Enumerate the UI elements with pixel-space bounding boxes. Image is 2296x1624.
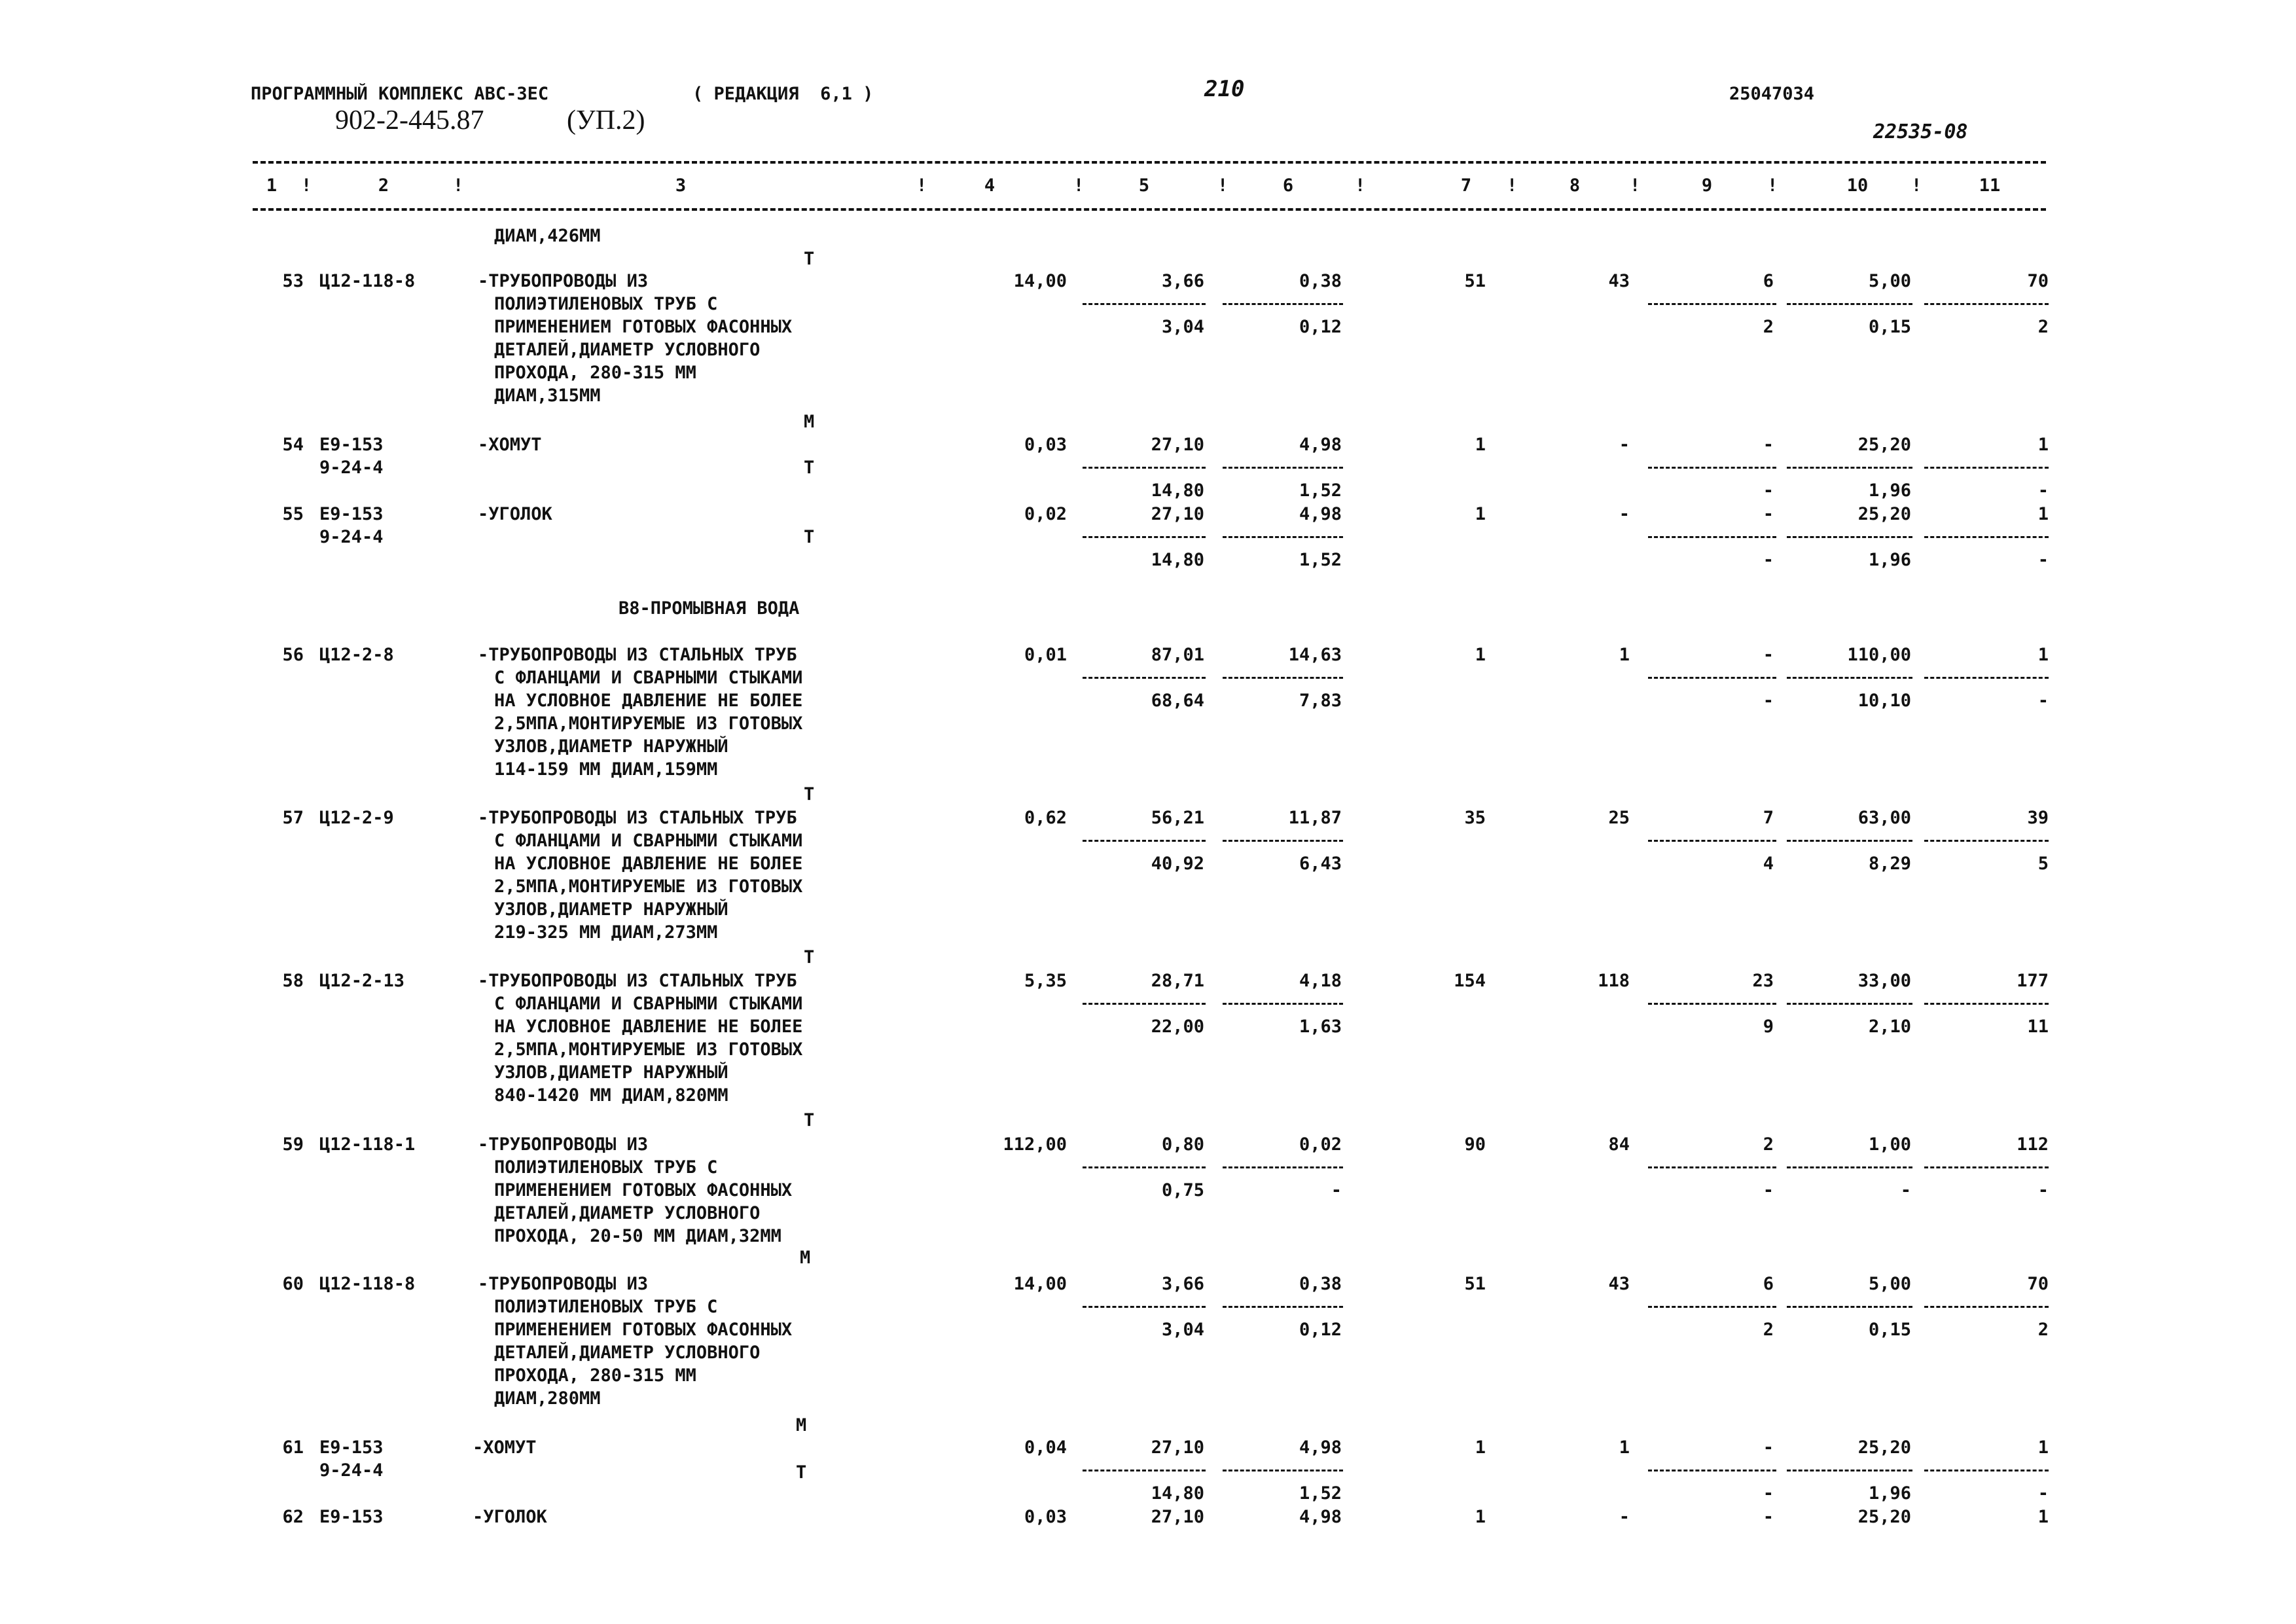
description-line: 840-1420 ММ ДИАМ,820ММ	[494, 1085, 728, 1106]
cell-value: 2	[1763, 1320, 1774, 1340]
cell-value: 177	[2017, 971, 2049, 991]
fraction-line	[1083, 536, 1206, 538]
fraction-line	[1787, 303, 1912, 305]
fraction-line	[1223, 1470, 1343, 1471]
cell-value: 14,80	[1151, 480, 1204, 501]
cell-value: 118	[1598, 971, 1630, 991]
cell-value: -	[1763, 645, 1774, 665]
cell-value: 22,00	[1151, 1017, 1204, 1037]
fraction-line	[1648, 303, 1776, 305]
unit-label: Т	[804, 458, 815, 478]
rate-code: Ц12-118-8	[319, 1274, 416, 1294]
cell-value: 5,00	[1868, 1274, 1911, 1294]
fraction-line	[1924, 1003, 2049, 1005]
cell-value: 1	[1619, 645, 1630, 665]
cell-value: 0,04	[1024, 1437, 1067, 1458]
cell-value: 27,10	[1151, 1507, 1204, 1527]
unit-label: М	[800, 1248, 811, 1268]
col-number: 7	[1460, 175, 1472, 196]
col-number: 9	[1701, 175, 1713, 196]
cell-value: 7	[1763, 808, 1774, 828]
cell-value: -	[2037, 1180, 2049, 1200]
rate-code: 9-24-4	[319, 527, 384, 547]
cell-value: 3,66	[1161, 1274, 1204, 1294]
cell-value: -	[1619, 435, 1630, 455]
cell-value: 112	[2017, 1134, 2049, 1155]
unit-label: М	[796, 1415, 807, 1435]
cell-value: 4,98	[1299, 435, 1342, 455]
cell-value: 6	[1763, 271, 1774, 291]
row-number: 53	[282, 271, 304, 291]
description-line: 114-159 ММ ДИАМ,159ММ	[494, 759, 718, 780]
cell-value: 11	[2027, 1017, 2049, 1037]
fraction-line	[1924, 840, 2049, 842]
cell-value: 1,52	[1299, 1483, 1342, 1504]
description-line: С ФЛАНЦАМИ И СВАРНЫМИ СТЫКАМИ	[494, 831, 803, 851]
rate-code: Е9-153	[319, 1507, 384, 1527]
cell-value: 14,00	[1013, 271, 1067, 291]
row-number: 56	[282, 645, 304, 665]
cell-value: 5,35	[1024, 971, 1067, 991]
cell-value: 0,01	[1024, 645, 1067, 665]
fraction-line	[1083, 467, 1206, 469]
unit-label: Т	[804, 249, 815, 269]
unit-label: Т	[804, 947, 815, 967]
cell-value: 25,20	[1857, 435, 1911, 455]
fraction-line	[1924, 1470, 2049, 1471]
cell-value: 11,87	[1288, 808, 1342, 828]
cell-value: 110,00	[1847, 645, 1911, 665]
cell-value: -	[1763, 504, 1774, 524]
fraction-line	[1083, 677, 1206, 679]
cell-value: 27,10	[1151, 1437, 1204, 1458]
col-separator: !	[1073, 175, 1085, 196]
col-number: 10	[1846, 175, 1869, 196]
description-line: НА УСЛОВНОЕ ДАВЛЕНИЕ НЕ БОЛЕЕ	[494, 691, 803, 711]
cell-value: -	[1763, 550, 1774, 570]
col-number: 11	[1979, 175, 2001, 196]
cell-value: -	[1763, 1180, 1774, 1200]
col-number: 8	[1569, 175, 1581, 196]
cell-value: 4,98	[1299, 1507, 1342, 1527]
cell-value: 43	[1608, 271, 1630, 291]
section-heading: В8-ПРОМЫВНАЯ ВОДА	[619, 598, 800, 619]
fraction-line	[1924, 677, 2049, 679]
page-number: 210	[1204, 76, 1245, 102]
fraction-line	[1787, 677, 1912, 679]
rate-code: Е9-153	[319, 1437, 384, 1458]
rate-code: Ц12-118-8	[319, 271, 416, 291]
cell-value: 5,00	[1868, 271, 1911, 291]
col-separator: !	[1355, 175, 1366, 196]
cell-value: 27,10	[1151, 504, 1204, 524]
cell-value: 0,15	[1868, 317, 1911, 337]
cell-value: -	[1763, 691, 1774, 711]
unit-label: Т	[796, 1462, 807, 1483]
description-line: -ТРУБОПРОВОДЫ ИЗ СТАЛЬНЫХ ТРУБ	[478, 645, 797, 665]
description-line: ПОЛИЭТИЛЕНОВЫХ ТРУБ С	[494, 294, 718, 314]
row-number: 62	[282, 1507, 304, 1527]
fraction-line	[1223, 467, 1343, 469]
cell-value: 1,96	[1868, 1483, 1911, 1504]
cell-value: 0,02	[1299, 1134, 1342, 1155]
fraction-line	[1648, 1470, 1776, 1471]
cell-value: 14,00	[1013, 1274, 1067, 1294]
cell-value: 7,83	[1299, 691, 1342, 711]
cell-value: 3,04	[1161, 1320, 1204, 1340]
cell-value: 35	[1464, 808, 1486, 828]
cell-value: 1	[1475, 1437, 1486, 1458]
cell-value: 0,03	[1024, 1507, 1067, 1527]
header-top-rule	[253, 161, 2046, 164]
cell-value: 27,10	[1151, 435, 1204, 455]
cell-value: -	[2037, 480, 2049, 501]
fraction-line	[1223, 536, 1343, 538]
cell-value: 1	[2037, 645, 2049, 665]
cell-value: 5	[2037, 854, 2049, 874]
description-line: -ТРУБОПРОВОДЫ ИЗ СТАЛЬНЫХ ТРУБ	[478, 971, 797, 991]
col-number: 4	[984, 175, 996, 196]
description-line: ПРИМЕНЕНИЕМ ГОТОВЫХ ФАСОННЫХ	[494, 317, 793, 337]
col-number: 2	[378, 175, 389, 196]
description-line: 219-325 ММ ДИАМ,273ММ	[494, 922, 718, 943]
fraction-line	[1083, 1470, 1206, 1471]
cell-value: 3,04	[1161, 317, 1204, 337]
cell-value: 0,15	[1868, 1320, 1911, 1340]
rate-code: Е9-153	[319, 504, 384, 524]
cell-value: 1,52	[1299, 550, 1342, 570]
description-line: ПРОХОДА, 280-315 ММ	[494, 363, 696, 383]
description-line: -ТРУБОПРОВОДЫ ИЗ	[478, 1274, 649, 1294]
cell-value: 1	[1619, 1437, 1630, 1458]
cell-value: 1	[1475, 504, 1486, 524]
cell-value: 0,38	[1299, 1274, 1342, 1294]
cell-value: 56,21	[1151, 808, 1204, 828]
fraction-line	[1648, 1306, 1776, 1308]
row-number: 61	[282, 1437, 304, 1458]
cell-value: 4,18	[1299, 971, 1342, 991]
description-line: С ФЛАНЦАМИ И СВАРНЫМИ СТЫКАМИ	[494, 668, 803, 688]
cell-value: 25,20	[1857, 1437, 1911, 1458]
description-line: -ХОМУТ	[478, 435, 542, 455]
cell-value: 6	[1763, 1274, 1774, 1294]
unit-label: Т	[804, 1110, 815, 1130]
row-number: 60	[282, 1274, 304, 1294]
rate-code: Ц12-2-8	[319, 645, 394, 665]
fraction-line	[1787, 840, 1912, 842]
fraction-line	[1648, 467, 1776, 469]
cell-value: 4,98	[1299, 504, 1342, 524]
fraction-line	[1223, 1306, 1343, 1308]
description-line: ДЕТАЛЕЙ,ДИАМЕТР УСЛОВНОГО	[494, 1203, 761, 1223]
cell-value: 90	[1464, 1134, 1486, 1155]
cell-value: -	[2037, 691, 2049, 711]
description-line: ПРИМЕНЕНИЕМ ГОТОВЫХ ФАСОННЫХ	[494, 1320, 793, 1340]
rate-code: Ц12-118-1	[319, 1134, 416, 1155]
fraction-line	[1648, 1166, 1776, 1168]
cell-value: 70	[2027, 271, 2049, 291]
row-number: 54	[282, 435, 304, 455]
cell-value: 39	[2027, 808, 2049, 828]
rate-code: Ц12-2-9	[319, 808, 394, 828]
description-line: -ХОМУТ	[473, 1437, 537, 1458]
cell-value: 1,52	[1299, 480, 1342, 501]
description-line: 2,5МПА,МОНТИРУЕМЫЕ ИЗ ГОТОВЫХ	[494, 713, 803, 734]
fraction-line	[1787, 1306, 1912, 1308]
fraction-line	[1648, 1003, 1776, 1005]
cell-value: 6,43	[1299, 854, 1342, 874]
unit-label: М	[804, 412, 815, 432]
cell-value: 23	[1752, 971, 1774, 991]
cell-value: 1,96	[1868, 480, 1911, 501]
fraction-line	[1787, 467, 1912, 469]
fraction-line	[1924, 303, 2049, 305]
cell-value: 1	[1475, 645, 1486, 665]
row-number: 58	[282, 971, 304, 991]
cell-value: 14,80	[1151, 550, 1204, 570]
col-separator: !	[1630, 175, 1641, 196]
cell-value: 1	[2037, 504, 2049, 524]
cell-value: 9	[1763, 1017, 1774, 1037]
cell-value: 25	[1608, 808, 1630, 828]
cell-value: 51	[1464, 271, 1486, 291]
program-title: ПРОГРАММНЫЙ КОМПЛЕКС АВС-ЗЕС	[251, 84, 549, 104]
fraction-line	[1083, 303, 1206, 305]
cell-value: 43	[1608, 1274, 1630, 1294]
header-bottom-rule	[253, 208, 2046, 211]
col-separator: !	[1217, 175, 1229, 196]
cell-value: 33,00	[1857, 971, 1911, 991]
description-line: ПОЛИЭТИЛЕНОВЫХ ТРУБ С	[494, 1297, 718, 1317]
description-line: ДЕТАЛЕЙ,ДИАМЕТР УСЛОВНОГО	[494, 340, 761, 360]
col-number: 6	[1282, 175, 1294, 196]
col-separator: !	[1911, 175, 1922, 196]
cell-value: 154	[1454, 971, 1486, 991]
cell-value: 68,64	[1151, 691, 1204, 711]
cell-value: 28,71	[1151, 971, 1204, 991]
fraction-line	[1223, 1003, 1343, 1005]
cell-value: 2,10	[1868, 1017, 1911, 1037]
row-number: 55	[282, 504, 304, 524]
cell-value: -	[1763, 1437, 1774, 1458]
cell-value: 1,00	[1868, 1134, 1911, 1155]
fraction-line	[1787, 1003, 1912, 1005]
col-separator: !	[916, 175, 927, 196]
description-line: УЗЛОВ,ДИАМЕТР НАРУЖНЫЙ	[494, 899, 728, 920]
cell-value: 1	[2037, 1507, 2049, 1527]
cell-value: 1	[1475, 1507, 1486, 1527]
description-line: НА УСЛОВНОЕ ДАВЛЕНИЕ НЕ БОЛЕЕ	[494, 1017, 803, 1037]
doc-section: (УП.2)	[567, 105, 645, 135]
cell-value: 112,00	[1003, 1134, 1067, 1155]
fraction-line	[1083, 1003, 1206, 1005]
description-line: ПРОХОДА, 280-315 ММ	[494, 1365, 696, 1386]
cell-value: 0,62	[1024, 808, 1067, 828]
description-line: ПОЛИЭТИЛЕНОВЫХ ТРУБ С	[494, 1157, 718, 1178]
rate-code: 9-24-4	[319, 458, 384, 478]
cell-value: 1	[2037, 1437, 2049, 1458]
description-line: ДИАМ,426ММ	[494, 226, 601, 246]
cell-value: 70	[2027, 1274, 2049, 1294]
cell-value: 25,20	[1857, 1507, 1911, 1527]
cell-value: -	[1763, 435, 1774, 455]
cell-value: -	[1619, 1507, 1630, 1527]
cell-value: 25,20	[1857, 504, 1911, 524]
description-line: ДИАМ,315ММ	[494, 386, 601, 406]
cell-value: 1	[2037, 435, 2049, 455]
document-code: 25047034	[1729, 84, 1815, 104]
fraction-line	[1787, 536, 1912, 538]
fraction-line	[1083, 840, 1206, 842]
cell-value: -	[1619, 504, 1630, 524]
rate-code: Ц12-2-13	[319, 971, 405, 991]
cell-value: 0,02	[1024, 504, 1067, 524]
col-number: 3	[675, 175, 687, 196]
description-line: ПРИМЕНЕНИЕМ ГОТОВЫХ ФАСОННЫХ	[494, 1180, 793, 1200]
cell-value: 4,98	[1299, 1437, 1342, 1458]
description-line: ДИАМ,280ММ	[494, 1388, 601, 1409]
col-separator: !	[1507, 175, 1518, 196]
rate-code: Е9-153	[319, 435, 384, 455]
cell-value: 40,92	[1151, 854, 1204, 874]
cell-value: 0,12	[1299, 1320, 1342, 1340]
cell-value: 2	[2037, 317, 2049, 337]
description-line: -ТРУБОПРОВОДЫ ИЗ	[478, 1134, 649, 1155]
cell-value: -	[1763, 480, 1774, 501]
fraction-line	[1787, 1470, 1912, 1471]
description-line: ПРОХОДА, 20-50 ММ ДИАМ,32ММ	[494, 1226, 781, 1246]
fraction-line	[1648, 536, 1776, 538]
description-line: С ФЛАНЦАМИ И СВАРНЫМИ СТЫКАМИ	[494, 994, 803, 1014]
cell-value: 14,80	[1151, 1483, 1204, 1504]
cell-value: 0,80	[1161, 1134, 1204, 1155]
fraction-line	[1223, 840, 1343, 842]
cell-value: 8,29	[1868, 854, 1911, 874]
doc-number: 902-2-445.87	[335, 105, 484, 135]
fraction-line	[1223, 1166, 1343, 1168]
cell-value: 1,63	[1299, 1017, 1342, 1037]
description-line: УЗЛОВ,ДИАМЕТР НАРУЖНЫЙ	[494, 1062, 728, 1083]
cell-value: 14,63	[1288, 645, 1342, 665]
row-number: 59	[282, 1134, 304, 1155]
sheet-reference: 22535-08	[1873, 120, 1968, 143]
fraction-line	[1223, 303, 1343, 305]
cell-value: 0,75	[1161, 1180, 1204, 1200]
cell-value: -	[2037, 550, 2049, 570]
col-separator: !	[301, 175, 312, 196]
unit-label: Т	[804, 784, 815, 804]
cell-value: 1,96	[1868, 550, 1911, 570]
fraction-line	[1924, 467, 2049, 469]
cell-value: 2	[1763, 1134, 1774, 1155]
fraction-line	[1924, 1306, 2049, 1308]
description-line: НА УСЛОВНОЕ ДАВЛЕНИЕ НЕ БОЛЕЕ	[494, 854, 803, 874]
cell-value: 0,03	[1024, 435, 1067, 455]
row-number: 57	[282, 808, 304, 828]
cell-value: -	[1900, 1180, 1911, 1200]
cell-value: 2	[1763, 317, 1774, 337]
cell-value: 87,01	[1151, 645, 1204, 665]
fraction-line	[1648, 677, 1776, 679]
fraction-line	[1648, 840, 1776, 842]
fraction-line	[1083, 1306, 1206, 1308]
description-line: УЗЛОВ,ДИАМЕТР НАРУЖНЫЙ	[494, 736, 728, 757]
unit-label: Т	[804, 527, 815, 547]
cell-value: -	[1763, 1507, 1774, 1527]
description-line: -УГОЛОК	[473, 1507, 547, 1527]
cell-value: 51	[1464, 1274, 1486, 1294]
description-line: -ТРУБОПРОВОДЫ ИЗ	[478, 271, 649, 291]
cell-value: 2	[2037, 1320, 2049, 1340]
fraction-line	[1787, 1166, 1912, 1168]
cell-value: 3,66	[1161, 271, 1204, 291]
col-number: 5	[1138, 175, 1150, 196]
description-line: -УГОЛОК	[478, 504, 552, 524]
cell-value: -	[1763, 1483, 1774, 1504]
cell-value: 0,12	[1299, 317, 1342, 337]
col-separator: !	[453, 175, 464, 196]
cell-value: -	[2037, 1483, 2049, 1504]
col-separator: !	[1767, 175, 1778, 196]
cell-value: 84	[1608, 1134, 1630, 1155]
fraction-line	[1223, 677, 1343, 679]
description-line: 2,5МПА,МОНТИРУЕМЫЕ ИЗ ГОТОВЫХ	[494, 876, 803, 897]
fraction-line	[1083, 1166, 1206, 1168]
fraction-line	[1924, 1166, 2049, 1168]
cell-value: 10,10	[1857, 691, 1911, 711]
col-number: 1	[266, 175, 278, 196]
cell-value: 0,38	[1299, 271, 1342, 291]
cell-value: 63,00	[1857, 808, 1911, 828]
cell-value: 4	[1763, 854, 1774, 874]
description-line: ДЕТАЛЕЙ,ДИАМЕТР УСЛОВНОГО	[494, 1343, 761, 1363]
description-line: 2,5МПА,МОНТИРУЕМЫЕ ИЗ ГОТОВЫХ	[494, 1039, 803, 1060]
fraction-line	[1924, 536, 2049, 538]
cell-value: 1	[1475, 435, 1486, 455]
rate-code: 9-24-4	[319, 1460, 384, 1481]
program-edition: ( РЕДАКЦИЯ 6,1 )	[692, 84, 874, 104]
cell-value: -	[1331, 1180, 1342, 1200]
description-line: -ТРУБОПРОВОДЫ ИЗ СТАЛЬНЫХ ТРУБ	[478, 808, 797, 828]
